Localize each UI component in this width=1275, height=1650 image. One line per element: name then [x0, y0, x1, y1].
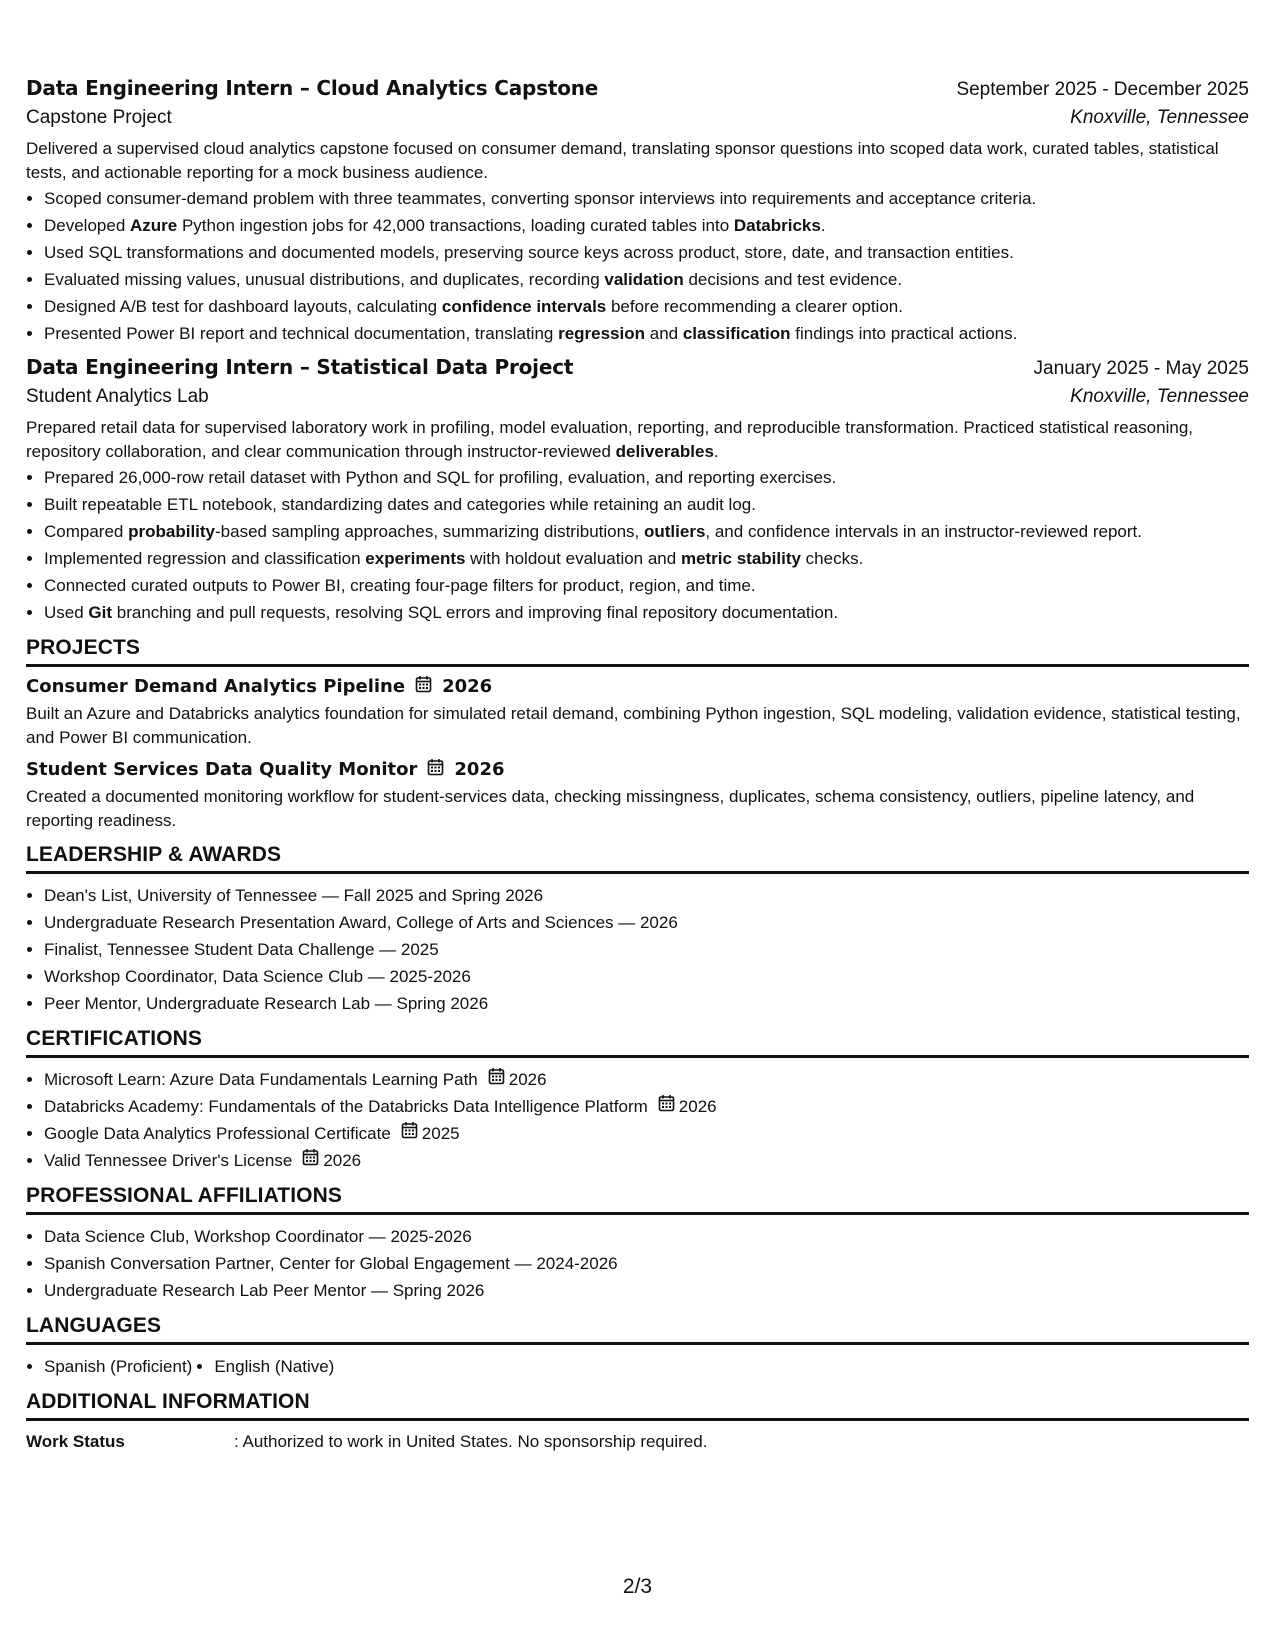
experience-entry [26, 355, 1249, 626]
text-run: Evaluated missing values, unusual distributions, and duplicates, recording [44, 270, 605, 289]
job-location: Knoxville, Tennessee [1070, 107, 1249, 128]
certification-item [44, 1120, 1249, 1147]
award-item: • Finalist, Tennessee Student Data Challenge — 2025 [44, 936, 1249, 963]
job-organization: Capstone Project [26, 107, 172, 128]
certification-name: Valid Tennessee Driver's License [44, 1151, 293, 1170]
certification-date [302, 1147, 361, 1174]
job-bullets [26, 185, 1249, 347]
text-run: branching and pull requests, resolving SQL errors and improving final repository documentation. [112, 603, 839, 622]
bullet-item [44, 518, 1249, 545]
text-run: before recommending a clearer option. [606, 297, 903, 316]
bullet-item [44, 266, 1249, 293]
text-run: findings into practical actions. [790, 324, 1018, 343]
project-name: Student Services Data Quality Monitor [26, 759, 418, 780]
section-heading: LANGUAGES [26, 1314, 1249, 1345]
certification-name: Microsoft Learn: Azure Data Fundamentals Learning Path [44, 1070, 478, 1089]
calendar-icon [658, 1093, 675, 1120]
bold-term: metric stability [680, 549, 801, 568]
bullet-item [44, 185, 1249, 212]
text-run: Designed A/B test for dashboard layouts, calculating [44, 297, 442, 316]
affiliations-list [26, 1223, 1249, 1304]
job-dates: September 2025 - December 2025 [956, 79, 1249, 100]
project-description: Built an Azure and Databricks analytics foundation for simulated retail demand, combining Python ingestion, SQL modeling, validation evidence, statistical testing, and Power BI communication. [26, 704, 1241, 747]
certification-date [488, 1066, 547, 1093]
text-run: Compared [44, 522, 129, 541]
certification-date [658, 1093, 717, 1120]
certification-date [401, 1120, 460, 1147]
job-summary [26, 137, 1249, 185]
bold-term: probability [128, 522, 216, 541]
bullet-item [44, 293, 1249, 320]
award-item: • Dean's List, University of Tennessee — Fall 2025 and Spring 2026 [44, 882, 1249, 909]
job-summary [26, 416, 1249, 464]
bold-term: Databricks [733, 216, 821, 235]
info-value: : Authorized to work in United States. No sponsorship required. [234, 1432, 708, 1451]
certification-year: 2026 [678, 1097, 717, 1116]
section-heading: PROJECTS [26, 636, 1249, 667]
leadership-list [26, 882, 1249, 1017]
calendar-icon [302, 1147, 319, 1174]
text-run: Presented Power BI report and technical documentation, translating [44, 324, 559, 343]
affiliation-item: • Undergraduate Research Lab Peer Mentor — Spring 2026 [44, 1277, 1249, 1304]
text-run: checks. [800, 549, 864, 568]
bullet-item [44, 212, 1249, 239]
languages-section [26, 1314, 1249, 1380]
job-subheader [26, 386, 1249, 408]
info-row [26, 1429, 1249, 1455]
bold-term: deliverables [615, 442, 714, 461]
bold-term: Git [88, 603, 113, 622]
certification-year: 2026 [323, 1151, 362, 1170]
certifications-list [26, 1066, 1249, 1174]
project-description: Created a documented monitoring workflow for student-services data, checking missingness, duplicates, schema consistency, outliers, pipeline latency, and reporting readiness. [26, 787, 1195, 830]
section-heading: ADDITIONAL INFORMATION [26, 1390, 1249, 1421]
affiliation-item: • Data Science Club, Workshop Coordinator — 2025-2026 [44, 1223, 1249, 1250]
language-item: • English (Native) [214, 1353, 334, 1380]
project-title [26, 675, 1249, 698]
experience-section [26, 76, 1249, 626]
job-header [26, 76, 1249, 101]
project-item [26, 758, 1249, 833]
text-run: . [713, 442, 719, 461]
certification-year: 2026 [508, 1070, 547, 1089]
additional-info-rows [26, 1429, 1249, 1455]
text-run: Prepared retail data for supervised laboratory work in profiling, model evaluation, reporting, and reproducible transformation. Practiced statistical reasoning, repository collaboration, and clear communication through instructor-reviewed [26, 418, 1193, 461]
bullet-item [44, 572, 1249, 599]
text-run: decisions and test evidence. [683, 270, 903, 289]
job-title: Data Engineering Intern – Cloud Analytics Capstone [26, 76, 599, 100]
bold-term: experiments [365, 549, 466, 568]
bullet-item [44, 239, 1249, 266]
project-year: 2026 [442, 676, 493, 697]
certifications-section [26, 1027, 1249, 1174]
text-run: Built repeatable ETL notebook, standardizing dates and categories while retaining an audit log. [44, 495, 756, 514]
calendar-icon [488, 1066, 505, 1093]
section-heading: PROFESSIONAL AFFILIATIONS [26, 1184, 1249, 1215]
job-subheader [26, 107, 1249, 129]
bullet-item [44, 599, 1249, 626]
bold-term: classification [682, 324, 791, 343]
text-run: and [645, 324, 683, 343]
text-run: Delivered a supervised cloud analytics capstone focused on consumer demand, translating sponsor questions into scoped data work, curated tables, statistical tests, and actionable reporting for a mock business audience. [26, 139, 1219, 182]
project-year: 2026 [454, 759, 505, 780]
affiliation-item: • Spanish Conversation Partner, Center for Global Engagement — 2024-2026 [44, 1250, 1249, 1277]
text-run: . [820, 216, 826, 235]
bold-term: validation [604, 270, 684, 289]
job-organization: Student Analytics Lab [26, 386, 209, 407]
certification-item [44, 1093, 1249, 1120]
bullet-item [44, 464, 1249, 491]
leadership-section [26, 843, 1249, 1017]
bold-term: outliers [644, 522, 706, 541]
text-run: -based sampling approaches, summarizing distributions, [215, 522, 644, 541]
languages-list [26, 1353, 1249, 1380]
job-dates: January 2025 - May 2025 [1033, 358, 1249, 379]
text-run: Connected curated outputs to Power BI, creating four-page filters for product, region, and time. [44, 576, 756, 595]
project-item [26, 675, 1249, 750]
section-heading: LEADERSHIP & AWARDS [26, 843, 1249, 874]
calendar-icon [415, 675, 432, 698]
certification-name: Databricks Academy: Fundamentals of the Databricks Data Intelligence Platform [44, 1097, 648, 1116]
award-item: • Workshop Coordinator, Data Science Club — 2025-2026 [44, 963, 1249, 990]
projects-list [26, 675, 1249, 833]
bullet-item [44, 491, 1249, 518]
bullet-item [44, 545, 1249, 572]
calendar-icon [427, 758, 444, 781]
award-item: • Peer Mentor, Undergraduate Research Lab — Spring 2026 [44, 990, 1249, 1017]
text-run: Used SQL transformations and documented models, preserving source keys across product, store, date, and transaction entities. [44, 243, 1014, 262]
job-bullets [26, 464, 1249, 626]
certification-item [44, 1066, 1249, 1093]
job-header [26, 355, 1249, 380]
bullet-item [44, 320, 1249, 347]
project-name: Consumer Demand Analytics Pipeline [26, 676, 406, 697]
experience-entry [26, 76, 1249, 347]
project-title [26, 758, 1249, 781]
text-run: Developed [44, 216, 131, 235]
certification-name: Google Data Analytics Professional Certificate [44, 1124, 391, 1143]
certification-year: 2025 [421, 1124, 460, 1143]
language-item: • Spanish (Proficient) [44, 1353, 192, 1380]
job-location: Knoxville, Tennessee [1070, 386, 1249, 407]
affiliations-section [26, 1184, 1249, 1304]
calendar-icon [401, 1120, 418, 1147]
info-label: Work Status [26, 1432, 125, 1451]
section-heading: CERTIFICATIONS [26, 1027, 1249, 1058]
text-run: Used [44, 603, 89, 622]
text-run: Scoped consumer-demand problem with three teammates, converting sponsor interviews into requirements and acceptance criteria. [44, 189, 1037, 208]
text-run: Prepared 26,000-row retail dataset with Python and SQL for profiling, evaluation, and reporting exercises. [44, 468, 837, 487]
job-title: Data Engineering Intern – Statistical Data Project [26, 355, 574, 379]
text-run: Implemented regression and classification [44, 549, 366, 568]
bold-term: regression [558, 324, 646, 343]
additional-section [26, 1390, 1249, 1455]
text-run: , and confidence intervals in an instructor-reviewed report. [705, 522, 1142, 541]
certification-item [44, 1147, 1249, 1174]
text-run: Python ingestion jobs for 42,000 transactions, loading curated tables into [177, 216, 734, 235]
page-number: 2/3 [622, 1575, 653, 1598]
bold-term: Azure [130, 216, 178, 235]
projects-section [26, 636, 1249, 833]
bold-term: confidence intervals [441, 297, 607, 316]
text-run: with holdout evaluation and [465, 549, 681, 568]
award-item: • Undergraduate Research Presentation Award, College of Arts and Sciences — 2026 [44, 909, 1249, 936]
